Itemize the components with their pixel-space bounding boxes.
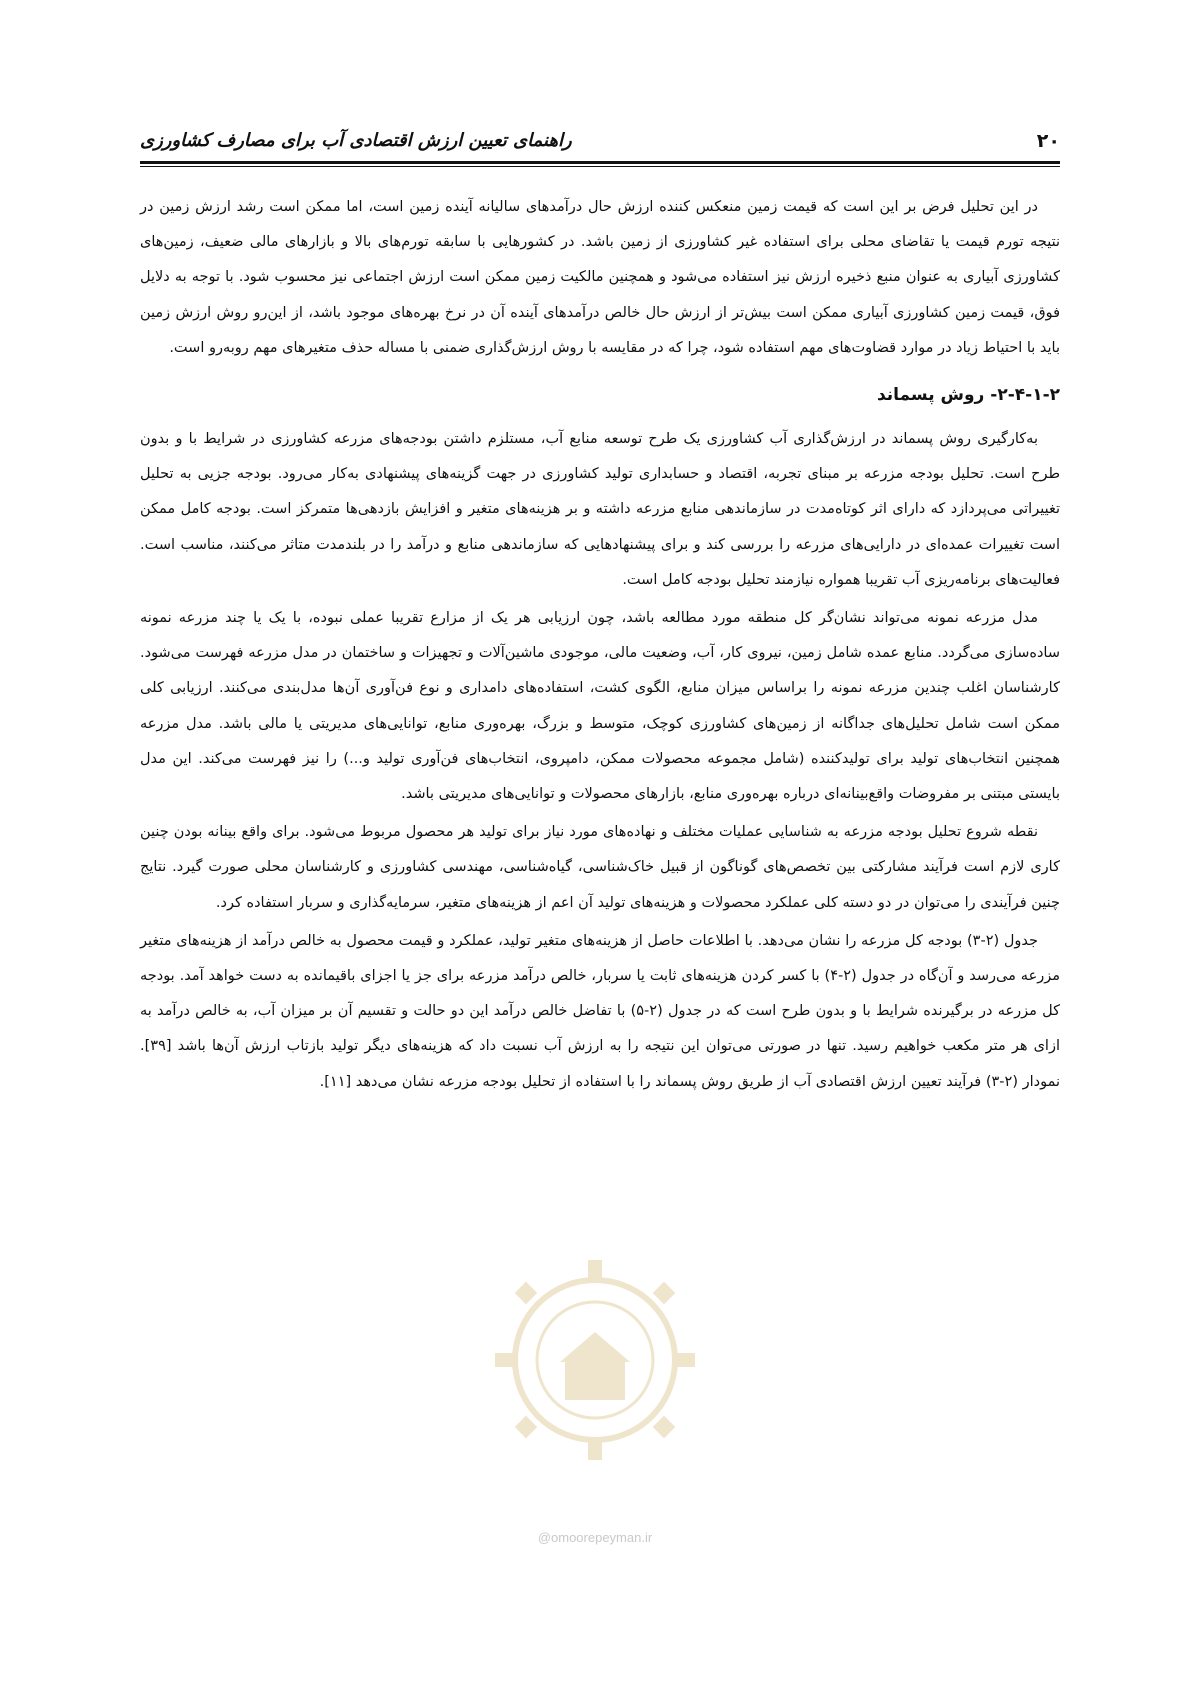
section-heading: ۲-۴-۱-۲- روش پسماند (876, 385, 1060, 406)
body-text (140, 190, 1060, 1103)
header-rule-thin (140, 166, 1060, 167)
watermark-url: @omoorepeyman.ir (537, 1530, 653, 1545)
header-rule-thick (140, 161, 1060, 164)
header-title: راهنمای تعیین ارزش اقتصادی آب برای مصارف کشاورزی (140, 130, 572, 151)
paragraph-table-reference: جدول (۲-۳) بودجه کل مزرعه را نشان می‌دهد. با اطلاعات حاصل از هزینه‌های متغیر تولید، عملکرد و قیمت محصول به خالص درآمد از هزینه‌های متغیر مزرعه می‌رسد و آن‌گاه در جدول (۲-۴) با کسر کردن هزینه‌های ثابت یا سربار، خالص درآمد مزرعه برای جز یا اجزای باقیمانده به دست خواهد آمد. بودجه کل مزرعه در برگیرنده شرایط با و بدون طرح است که در جدول (۲-۵) با تفاضل خالص درآمد این دو حالت و تقسیم آن بر میزان آب، به خالص درآمد به ازای هر متر مکعب خواهیم رسید. تنها در صورتی می‌توان این نتیجه را به ارزش آب نسبت داد که هزینه‌های دیگر تولید بازتاب ارزش آن‌ها باشد [۳۹]. نمودار (۲-۳) فرآیند تعیین ارزش اقتصادی آب از طریق روش پسماند را با استفاده از تحلیل بودجه مزرعه نشان می‌دهد [۱۱]. (140, 932, 1060, 1090)
paragraph-budget-analysis-start: نقطه شروع تحلیل بودجه مزرعه به شناسایی عملیات مختلف و نهاده‌های مورد نیاز برای تولید هر محصول مربوط می‌شود. برای واقع بینانه بودن چنین کاری لازم است فرآیند مشارکتی بین تخصص‌های گوناگون از قبیل خاک‌شناسی، گیاه‌شناسی، مهندسی کشاورزی و کارشناسان محلی صورت گیرد. نتایج چنین فرآیندی را می‌توان در دو دسته کلی عملکرد محصولات و هزینه‌های تولید آن اعم از هزینه‌های متغیر، سرمایه‌گذاری و سربار استفاده کرد. (140, 824, 1060, 911)
page-number: ۲۰ (1036, 130, 1060, 152)
paragraph-sample-farm-model: مدل مزرعه نمونه می‌تواند نشان‌گر کل منطقه مورد مطالعه باشد، چون ارزیابی هر یک از مزارع تقریبا عملی نبوده، با یک یا چند مزرعه نمونه ساده‌سازی می‌گردد. منابع عمده شامل زمین، نیروی کار، آب، وضعیت مالی، موجودی ماشین‌آلات و تجهیزات و ساختمان در مدل مزرعه فهرست می‌شود. کارشناسان اغلب چندین مزرعه نمونه را براساس میزان منابع، الگوی کشت، استفاده‌های دامداری و نوع فن‌آوری آن‌ها مدل‌بندی می‌کنند. ارزیابی کلی ممکن است شامل تحلیل‌های جداگانه از زمین‌های کشاورزی کوچک، متوسط و بزرگ، بهره‌وری منابع، توانایی‌های مدیریتی یا مالی باشد. مدل مزرعه همچنین انتخاب‌های تولید برای تولیدکننده (شامل مجموعه محصولات ممکن، دامپروی، انتخاب‌های فن‌آوری تولید و...) را نیز فهرست می‌کند. این مدل بایستی مبتنی بر مفروضات واقع‌بینانه‌ای درباره بهره‌وری منابع، بازارهای محصولات و توانایی‌های مدیریتی باشد. (140, 610, 1060, 803)
paragraph-residual-method: به‌کارگیری روش پسماند در ارزش‌گذاری آب کشاورزی یک طرح توسعه منابع آب، مستلزم داشتن بودجه‌های مزرعه کشاورزی در شرایط با و بدون طرح است. تحلیل بودجه مزرعه بر مبنای تجربه، اقتصاد و حسابداری تولید کشاورزی در جهت گزینه‌های پیشنهادی به‌کار می‌رود. بودجه جزیی به تحلیل تغییراتی می‌پردازد که دارای اثر کوتاه‌مدت در سازماندهی منابع مزرعه داشته و بر هزینه‌های متغیر و افزایش بازدهی‌ها متمرکز است. بودجه کامل ممکن است تغییرات عمده‌ای در دارایی‌های مزرعه را بررسی کند و برای پیشنهادهایی که سازماندهی منابع و درآمد را در بلندمدت متاثر می‌کنند، مناسب است. فعالیت‌های برنامه‌ریزی آب تقریبا همواره نیازمند تحلیل بودجه کامل است. (140, 431, 1060, 588)
watermark-seal-icon (470, 1240, 720, 1470)
paragraph-land-value: در این تحلیل فرض بر این است که قیمت زمین منعکس کننده ارزش حال درآمدهای سالیانه آینده زمین است، اما ممکن است رشد ارزش زمین در نتیجه تورم قیمت یا تقاضای محلی برای استفاده غیر کشاورزی از زمین باشد. در کشورهایی با سابقه تورم‌های بالا و بازارهای مالی ضعیف، زمین‌های کشاورزی آبیاری به عنوان منبع ذخیره ارزش نیز استفاده می‌شود و همچنین مالکیت زمین ممکن است ارزش اجتماعی نیز محسوب شود. با توجه به دلایل فوق، قیمت زمین کشاورزی آبیاری ممکن است بیش‌تر از ارزش حال خالص درآمدهای آینده آن در نرخ بهره‌های موجود باشد، از این‌رو روش ارزش زمین باید با احتیاط زیاد در موارد قضاوت‌های مهم استفاده شود، چرا که در مقایسه با روش ارزش‌گذاری ضمنی با مساله حذف متغیرهای مهم روبه‌رو است. (140, 199, 1060, 356)
